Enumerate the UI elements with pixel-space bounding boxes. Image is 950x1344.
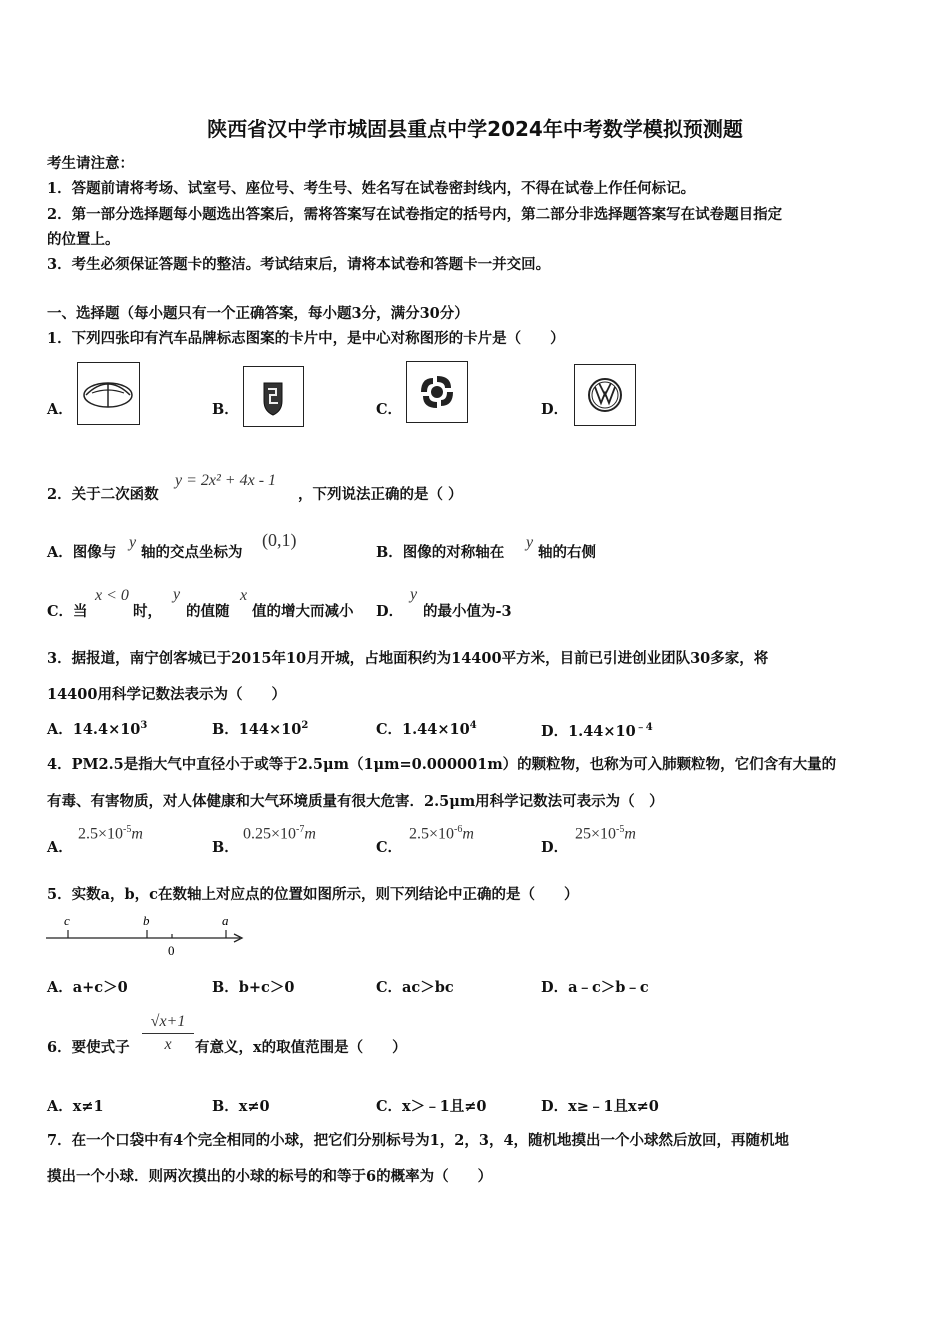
q4-option-d-label: D． <box>541 839 569 856</box>
page-title: 陕西省汉中学市城固县重点中学2024年中考数学模拟预测题 <box>207 117 743 141</box>
q2-option-b-suffix: 轴的右侧 <box>538 544 596 561</box>
q2-option-d-var: y <box>410 586 418 603</box>
q2-option-c-suffix: 值的增大而减小 <box>252 603 354 620</box>
q6-option-b: B．x≠0 <box>212 1098 270 1115</box>
notice-heading: 考生请注意： <box>47 155 134 172</box>
q1-option-c-label: C． <box>376 401 403 418</box>
notice-item-3: 3．考生必须保证答题卡的整洁。考试结束后，请将本试卷和答题卡一并交回。 <box>47 256 551 273</box>
q2-option-c-mid2: 的值随 <box>186 603 230 620</box>
number-line-label-b: b <box>143 913 150 928</box>
q6-fraction <box>142 1013 194 1054</box>
q4-option-b-label: B． <box>212 839 239 856</box>
question-3-line-2: 14400用科学记数法表示为（ ） <box>47 686 286 703</box>
q2-option-c-prefix: C．当 <box>47 603 88 620</box>
question-7-line-1: 7．在一个口袋中有4个完全相同的小球，把它们分别标号为1，2，3，4，随机地摸出一个小球然后放回，再随机地 <box>47 1132 790 1149</box>
q1-option-a-logo <box>77 362 140 425</box>
q1-option-a-label: A． <box>47 401 73 418</box>
number-line-figure <box>44 910 248 960</box>
q4-option-a-value: $2.5\times 10^{-5}m$ <box>78 824 143 843</box>
question-5-stem: 5．实数a，b，c在数轴上对应点的位置如图所示，则下列结论中正确的是（ ） <box>47 886 579 903</box>
notice-item-2-cont: 的位置上。 <box>47 231 120 248</box>
q2-option-c-var2: x <box>240 587 248 604</box>
q4-option-a-label: A． <box>47 839 73 856</box>
q4-option-c-label: C． <box>376 839 403 856</box>
q2-option-a-var: y <box>129 534 137 551</box>
number-line-label-zero: 0 <box>168 943 175 958</box>
q5-option-c: C．ac＞bc <box>376 979 454 996</box>
question-7-line-2: 摸出一个小球．则两次摸出的小球的标号的和等于6的概率为（ ） <box>47 1168 493 1185</box>
section-heading: 一、选择题（每小题只有一个正确答案，每小题3分，满分30分） <box>47 305 469 322</box>
q3-option-b: B．$144\times 10^2$ <box>212 720 309 738</box>
q6-option-a: A．x≠1 <box>47 1098 104 1115</box>
q2-option-a-mid: 轴的交点坐标为 <box>141 544 243 561</box>
q4-option-d-value: $25\times 10^{-5}m$ <box>575 824 636 843</box>
question-1-stem: 1．下列四张印有汽车品牌标志图案的卡片中，是中心对称图形的卡片是（ ） <box>47 330 565 347</box>
q3-option-a: A．$14.4\times 10^3$ <box>47 720 148 738</box>
q2-formula: y = 2x² + 4x - 1 <box>175 472 277 489</box>
q4-option-c-value: $2.5\times 10^{-6}m$ <box>409 824 474 843</box>
q6-option-d: D．x≥﹣1且x≠0 <box>541 1098 659 1115</box>
q6-fraction-denominator: x <box>164 1036 172 1053</box>
question-4-line-1: 4．PM2.5是指大气中直径小于或等于2.5μm（1μm=0.000001m）的颗粒物，也称为可入肺颗粒物，它们含有大量的 <box>47 756 837 773</box>
q1-option-d-label: D． <box>541 401 569 418</box>
q5-option-d: D．a﹣c＞b﹣c <box>541 979 649 996</box>
q5-option-a: A．a+c＞0 <box>47 979 128 996</box>
q1-option-c-logo <box>406 361 468 423</box>
question-6-stem-suffix: 有意义，x的取值范围是（ ） <box>195 1039 407 1056</box>
vw-emblem-icon <box>575 365 635 425</box>
q2-option-c-mid: 时， <box>133 603 162 620</box>
q1-option-d-logo <box>574 364 636 426</box>
q1-option-b-label: B． <box>212 401 239 418</box>
q2-option-d-suffix: 的最小值为-3 <box>423 603 512 620</box>
question-2-stem-suffix: ，下列说法正确的是（ ） <box>298 486 463 503</box>
notice-item-1: 1．答题前请将考场、试室号、座位号、考生号、姓名写在试卷密封线内，不得在试卷上作任何标记。 <box>47 180 696 197</box>
q5-option-b: B．b+c＞0 <box>212 979 295 996</box>
notice-item-2: 2．第一部分选择题每小题选出答案后，需将答案写在试卷指定的括号内，第二部分非选择题答案写在试卷题目指定 <box>47 206 783 223</box>
question-6-stem-prefix: 6．要使式子 <box>47 1039 130 1056</box>
shield-emblem-icon <box>244 367 303 426</box>
q1-option-b-logo <box>243 366 304 427</box>
number-line-label-a: a <box>222 913 229 928</box>
q2-option-b-prefix: B．图像的对称轴在 <box>376 544 505 561</box>
number-line-label-c: c <box>64 913 70 928</box>
q3-option-d: D．$1.44\times 10^{﹣4}$ <box>541 722 653 740</box>
q2-option-c-var: y <box>173 586 181 603</box>
question-3-line-1: 3．据报道，南宁创客城已于2015年10月开城，占地面积约为14400平方米，目前已引进创业团队30多家，将 <box>47 650 769 667</box>
q4-option-b-value: $0.25\times 10^{-7}m$ <box>243 824 316 843</box>
q2-option-d-prefix: D． <box>376 603 404 620</box>
q6-option-c: C．x＞﹣1且≠0 <box>376 1098 487 1115</box>
q6-fraction-numerator: √x+1 <box>142 1013 194 1034</box>
q2-option-c-condition: x < 0 <box>95 587 129 604</box>
question-4-line-2: 有毒、有害物质，对人体健康和大气环境质量有很大危害．2.5μm用科学记数法可表示为（ ） <box>47 793 664 810</box>
question-2-stem-prefix: 2．关于二次函数 <box>47 486 159 503</box>
saloon-car-emblem-icon <box>78 363 139 424</box>
q2-option-a-prefix: A．图像与 <box>47 544 117 561</box>
q2-option-a-point: (0,1) <box>262 530 297 550</box>
q2-option-b-var: y <box>526 534 534 551</box>
q3-option-c: C．$1.44\times 10^4$ <box>376 720 477 738</box>
swirl-emblem-icon <box>407 362 467 422</box>
